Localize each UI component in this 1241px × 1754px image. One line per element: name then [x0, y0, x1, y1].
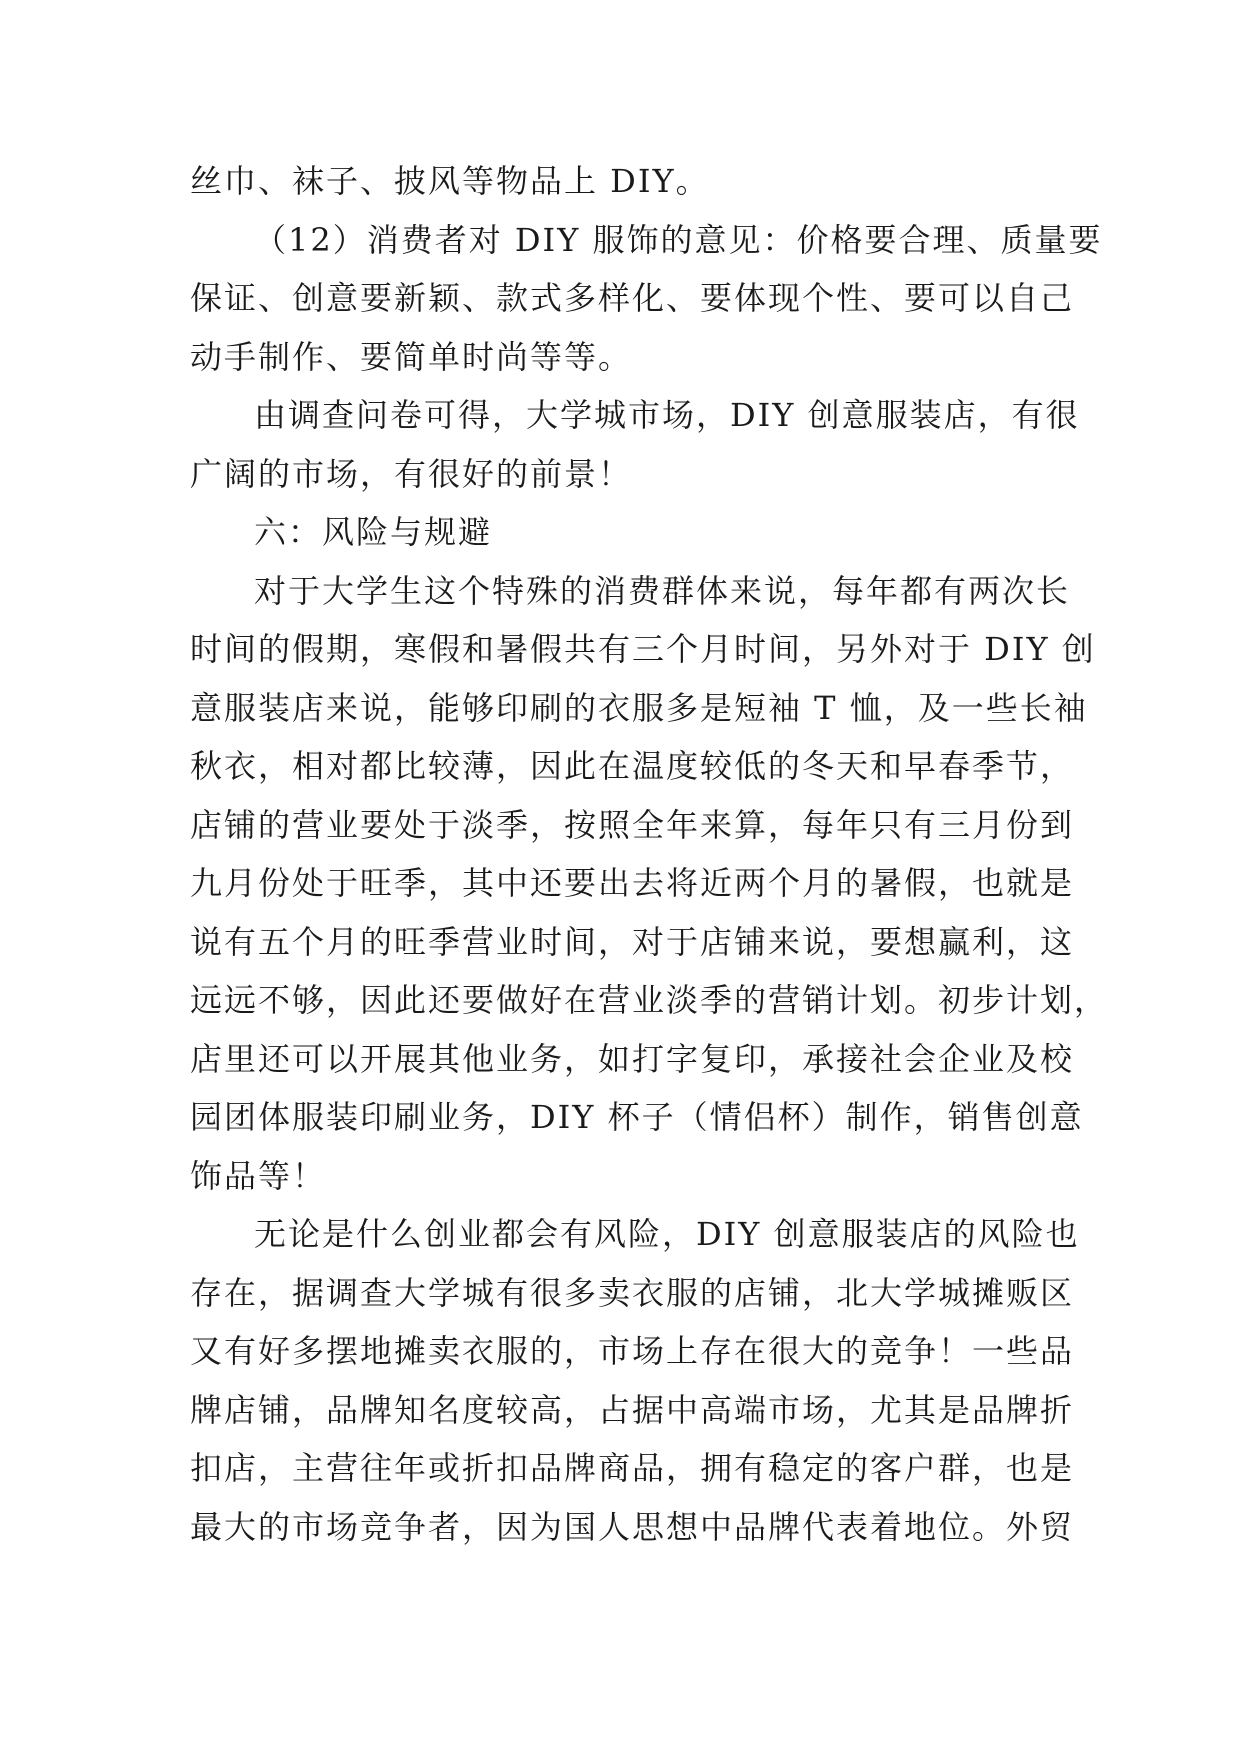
text-line: 存在，据调查大学城有很多卖衣服的店铺，北大学城摊贩区	[190, 1273, 1075, 1312]
text-line: 时间的假期，寒假和暑假共有三个月时间，另外对于 DIY 创	[190, 630, 1096, 668]
text-line: 又有好多摆地摊卖衣服的，市场上存在很大的竞争！一些品	[190, 1332, 1075, 1370]
text-line: 秋衣，相对都比较薄，因此在温度较低的冬天和早春季节，	[190, 747, 1075, 785]
text-line: 店里还可以开展其他业务，如打字复印，承接社会企业及校	[190, 1039, 1075, 1078]
text-line: 丝巾、袜子、披风等物品上 DIY。	[190, 162, 710, 200]
text-line: 说有五个月的旺季营业时间，对于店铺来说，要想赢利，这	[190, 922, 1075, 961]
text-line: 九月份处于旺季，其中还要出去将近两个月的暑假，也就是	[190, 864, 1075, 902]
text-line: 由调查问卷可得，大学城市场，DIY 创意服装店，有很	[254, 396, 1080, 434]
text-line: 保证、创意要新颖、款式多样化、要体现个性、要可以自己	[190, 279, 1075, 317]
body-text	[190, 152, 1109, 1556]
text-line: 园团体服装印刷业务，DIY 杯子（情侣杯）制作，销售创意	[190, 1098, 1084, 1136]
text-line: 牌店铺，品牌知名度较高，占据中高端市场，尤其是品牌折	[190, 1390, 1075, 1429]
text-line: 最大的市场竞争者，因为国人思想中品牌代表着地位。外贸	[190, 1507, 1075, 1546]
text-line: （12）消费者对 DIY 服饰的意见：价格要合理、质量要	[254, 220, 1103, 259]
text-line: 扣店，主营往年或折扣品牌商品，拥有稳定的客户群，也是	[190, 1449, 1075, 1487]
text-line: 远远不够，因此还要做好在营业淡季的营销计划。初步计划，	[190, 981, 1109, 1019]
section-heading: 六：风险与规避	[254, 513, 493, 551]
text-line: 对于大学生这个特殊的消费群体来说，每年都有两次长	[254, 571, 1071, 610]
text-line: 广阔的市场，有很好的前景！	[190, 454, 633, 493]
text-line: 意服装店来说，能够印刷的衣服多是短袖 T 恤，及一些长袖	[190, 688, 1088, 727]
text-line: 动手制作、要简单时尚等等。	[190, 337, 633, 376]
text-line: 饰品等！	[190, 1156, 327, 1195]
text-line: 无论是什么创业都会有风险，DIY 创意服装店的风险也	[254, 1215, 1080, 1253]
text-line: 店铺的营业要处于淡季，按照全年来算，每年只有三月份到	[190, 805, 1075, 844]
